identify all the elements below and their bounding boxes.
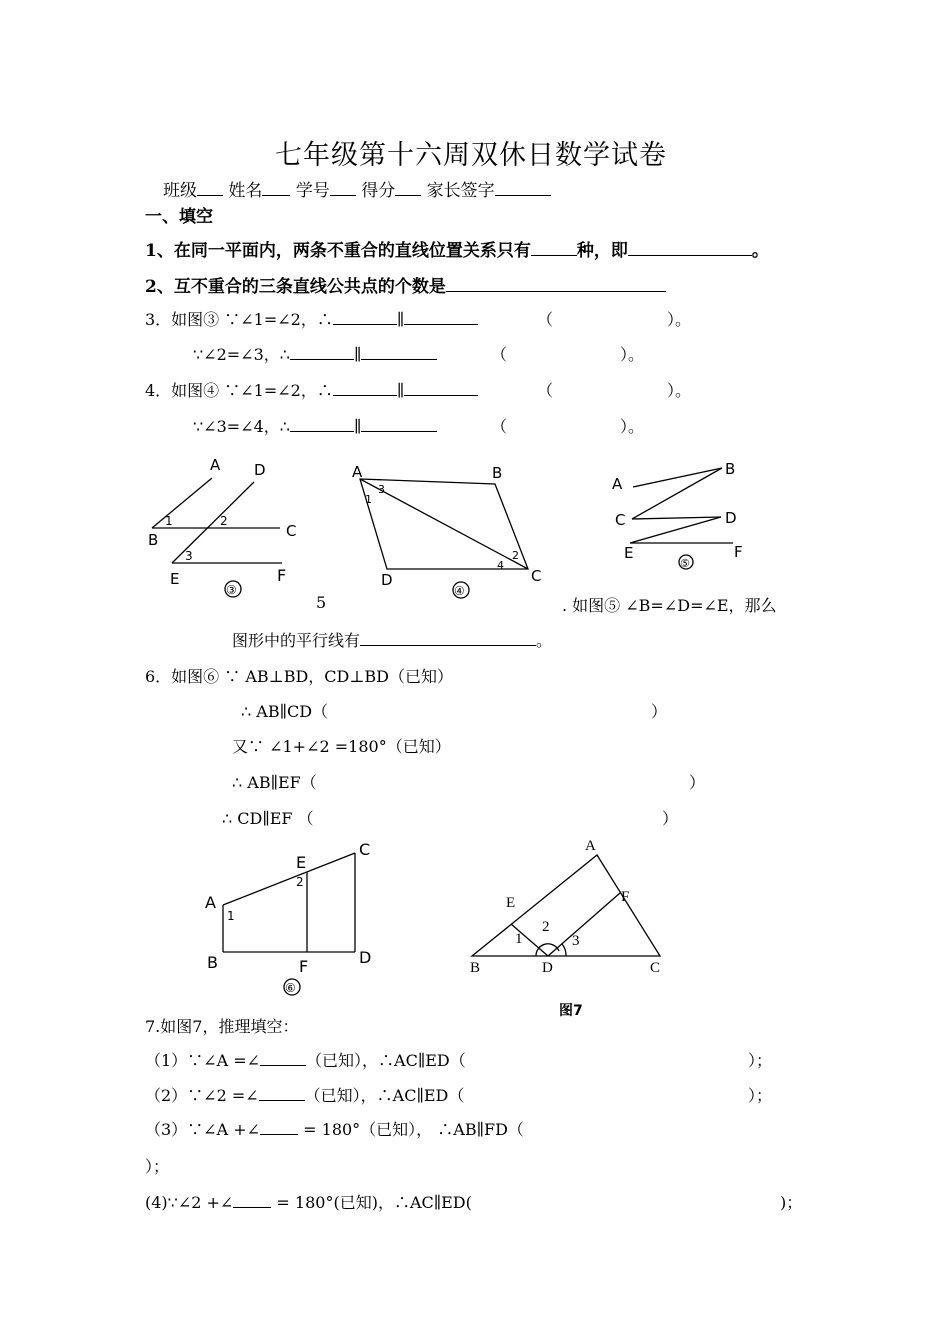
q3-blank-1[interactable]: [333, 309, 397, 325]
parallel-symbol: ∥: [396, 381, 405, 400]
fig4-caption: ④: [454, 584, 465, 598]
q3-reason-open: （: [537, 310, 554, 329]
parent-signature-label: 家长签字: [426, 181, 495, 201]
fig3-label-f: F: [277, 566, 287, 585]
figure-6: [195, 835, 390, 1000]
q7-1-close: ）；: [748, 1051, 773, 1070]
q7-item-1: [145, 1048, 466, 1071]
fig7-angle-3: 3: [572, 933, 580, 949]
q3-blank-3[interactable]: [290, 344, 354, 360]
fig4-label-d: D: [381, 571, 393, 589]
q3-reason-close: ）。: [667, 310, 692, 329]
q4-reason-close-2: ）。: [620, 417, 645, 436]
figure-5: [608, 455, 758, 580]
q7-2-blank[interactable]: [259, 1085, 305, 1101]
q3-blank-4[interactable]: [361, 344, 437, 360]
question-2: [145, 272, 666, 297]
q7-intro: 7.如图7，推理填空：: [145, 1017, 299, 1036]
fig7-label-f: F: [621, 889, 630, 905]
fig4-diagonal-ac: [360, 479, 528, 569]
fig7-label-d: D: [542, 960, 553, 976]
fig3-label-a: A: [210, 456, 221, 474]
q6-line-1: 6．如图⑥ ∵ AB⊥BD，CD⊥BD（已知）: [145, 667, 454, 686]
fig5-line-de: [630, 517, 721, 543]
fig7-angle-1: 1: [515, 931, 523, 947]
parallel-symbol: ∥: [396, 310, 405, 329]
score-blank[interactable]: [395, 180, 421, 196]
q6-line-5-close: ）: [662, 809, 679, 828]
q1-end: 。: [751, 241, 769, 261]
q4-blank-4[interactable]: [361, 416, 437, 432]
q1-text: 1、在同一平面内，两条不重合的直线位置关系只有: [145, 241, 531, 261]
fig7-line-df: [548, 893, 620, 956]
fig3-angle-2: 2: [220, 514, 228, 528]
page-title: 七年级第十六周双休日数学试卷: [275, 140, 667, 171]
q6-line-2: ∴ AB∥CD（: [241, 702, 329, 721]
fig6-label-c: C: [359, 840, 371, 859]
q7-3-close: ）；: [145, 1157, 170, 1176]
fig5-caption: ⑤: [680, 557, 690, 570]
class-blank[interactable]: [197, 180, 223, 196]
fig6-angle-1: 1: [227, 909, 235, 923]
q7-3-blank[interactable]: [260, 1119, 298, 1135]
student-info-line: [163, 176, 551, 201]
fig4-angle-3: 3: [378, 483, 385, 496]
fig6-label-e: E: [296, 853, 307, 872]
fig4-angle-1: 1: [365, 493, 372, 506]
q7-4-blank[interactable]: [233, 1192, 271, 1208]
class-label: 班级: [163, 181, 197, 201]
question-4-line-1: [145, 378, 478, 401]
parallel-symbol: ∥: [353, 345, 362, 364]
fig7-label-c: C: [650, 960, 661, 976]
fig6-label-f: F: [299, 957, 309, 976]
fig7-label-b: B: [470, 960, 481, 976]
q5-number: 5: [316, 593, 327, 612]
q4-reason-close: ）。: [667, 381, 692, 400]
fig7-label-e: E: [506, 895, 516, 911]
q7-item-3: [145, 1117, 524, 1140]
fig4-angle-2: 2: [512, 549, 519, 562]
question-5-line-2: [232, 628, 552, 651]
fig3-line-ab: [152, 478, 212, 528]
q5-text: . 如图⑤ ∠B=∠D=∠E，那么: [562, 596, 777, 615]
name-blank[interactable]: [262, 180, 290, 196]
q4-reason-open-2: （: [491, 417, 508, 436]
fig6-label-d: D: [359, 948, 372, 967]
q7-1-text: （1）∵∠A =∠: [145, 1051, 261, 1070]
q7-item-4: [145, 1190, 472, 1213]
fig7-angle-2: 2: [542, 919, 550, 935]
q4-blank-1[interactable]: [333, 380, 397, 396]
q7-item-2: [145, 1083, 464, 1106]
q7-3-text: （3）∵∠A +∠: [145, 1120, 261, 1139]
fig5-label-f: F: [734, 543, 743, 561]
question-1: [145, 236, 769, 261]
question-3-line-1: [145, 307, 478, 330]
q3-blank-2[interactable]: [404, 309, 478, 325]
question-3-line-2: [193, 342, 437, 365]
q3-text-2: ∵∠2=∠3，∴: [193, 345, 290, 364]
q7-3-text-2: = 180°（已知）， ∴AB∥FD（: [303, 1120, 524, 1139]
fig6-caption: ⑥: [285, 981, 296, 995]
fig3-label-c: C: [286, 522, 297, 540]
fig6-label-b: B: [207, 953, 218, 972]
id-blank[interactable]: [330, 180, 356, 196]
fig4-label-c: C: [531, 567, 542, 585]
q3-reason-close-2: ）。: [620, 345, 645, 364]
fig4-angle-4: 4: [497, 559, 504, 572]
fig5-label-e: E: [624, 544, 634, 562]
q7-1-blank[interactable]: [260, 1050, 306, 1066]
fig3-label-e: E: [170, 570, 180, 588]
q7-4-text: (4)∵∠2 +∠: [145, 1193, 234, 1212]
fig5-line-ab: [633, 468, 722, 487]
fig6-line-ac: [223, 853, 355, 905]
fig3-label-b: B: [148, 531, 159, 549]
fig6-angle-2: 2: [296, 875, 304, 889]
fig5-line-cd: [632, 517, 721, 519]
fig7-angle-arc-3: [562, 944, 566, 956]
figure-3: [140, 450, 310, 610]
q4-text: 4．如图④ ∵∠1=∠2，∴: [145, 381, 333, 400]
parent-signature-blank[interactable]: [495, 180, 551, 196]
q6-line-2-close: ）: [651, 702, 668, 721]
name-label: 姓名: [228, 181, 263, 201]
q1-blank-count[interactable]: [531, 240, 577, 256]
q7-2-text: （2）∵∠2 =∠: [145, 1086, 259, 1105]
q4-text-2: ∵∠3=∠4，∴: [193, 417, 290, 436]
q1-blank-kinds[interactable]: [628, 240, 752, 256]
fig7-label-a: A: [585, 838, 596, 854]
fig4-label-a: A: [352, 463, 363, 481]
q5-end: 。: [536, 631, 553, 650]
q7-2-text-2: （已知），∴AC∥ED（: [304, 1086, 465, 1105]
fig5-label-c: C: [615, 511, 626, 529]
q5-blank[interactable]: [360, 630, 536, 646]
fig4-label-b: B: [492, 464, 503, 482]
fig3-angle-1: 1: [165, 514, 173, 528]
q6-line-3: 又∵ ∠1+∠2 =180°（已知）: [232, 737, 451, 756]
q4-blank-2[interactable]: [404, 380, 478, 396]
section-heading: 一、填空: [145, 207, 213, 227]
q1-text-2: 种，即: [576, 241, 628, 261]
q3-reason-open-2: （: [491, 345, 508, 364]
fig6-label-a: A: [205, 893, 216, 912]
q7-2-close: ）；: [748, 1086, 773, 1105]
q2-text: 2、互不重合的三条直线公共点的个数是: [145, 277, 446, 297]
fig3-label-d: D: [254, 461, 266, 479]
q2-blank[interactable]: [446, 276, 666, 292]
q7-4-text-2: = 180°(已知)，∴AC∥ED(: [276, 1193, 472, 1212]
q4-reason-open: （: [537, 381, 554, 400]
parallel-symbol: ∥: [353, 417, 362, 436]
q5-text-2: 图形中的平行线有: [232, 631, 361, 650]
fig5-label-b: B: [725, 460, 736, 478]
fig3-angle-3: 3: [185, 549, 193, 563]
q6-line-4-close: ）: [689, 773, 706, 792]
fig5-line-bc: [632, 468, 722, 519]
id-label: 学号: [295, 181, 330, 201]
fig5-label-a: A: [612, 475, 623, 493]
q7-4-close: )；: [780, 1193, 803, 1212]
figure-7: [460, 830, 680, 1025]
question-4-line-2: [193, 414, 437, 437]
fig7-caption: 图7: [559, 1003, 583, 1019]
fig5-label-d: D: [725, 509, 737, 527]
q7-1-text-2: （已知），∴AC∥ED（: [306, 1051, 466, 1070]
q3-text: 3．如图③ ∵∠1=∠2，∴: [145, 310, 333, 329]
fig3-caption: ③: [226, 583, 237, 597]
score-label: 得分: [361, 181, 396, 201]
q6-line-4: ∴ AB∥EF（: [232, 773, 317, 792]
figure-4: [340, 455, 555, 605]
q4-blank-3[interactable]: [290, 416, 354, 432]
q6-line-5: ∴ CD∥EF （: [222, 809, 314, 828]
